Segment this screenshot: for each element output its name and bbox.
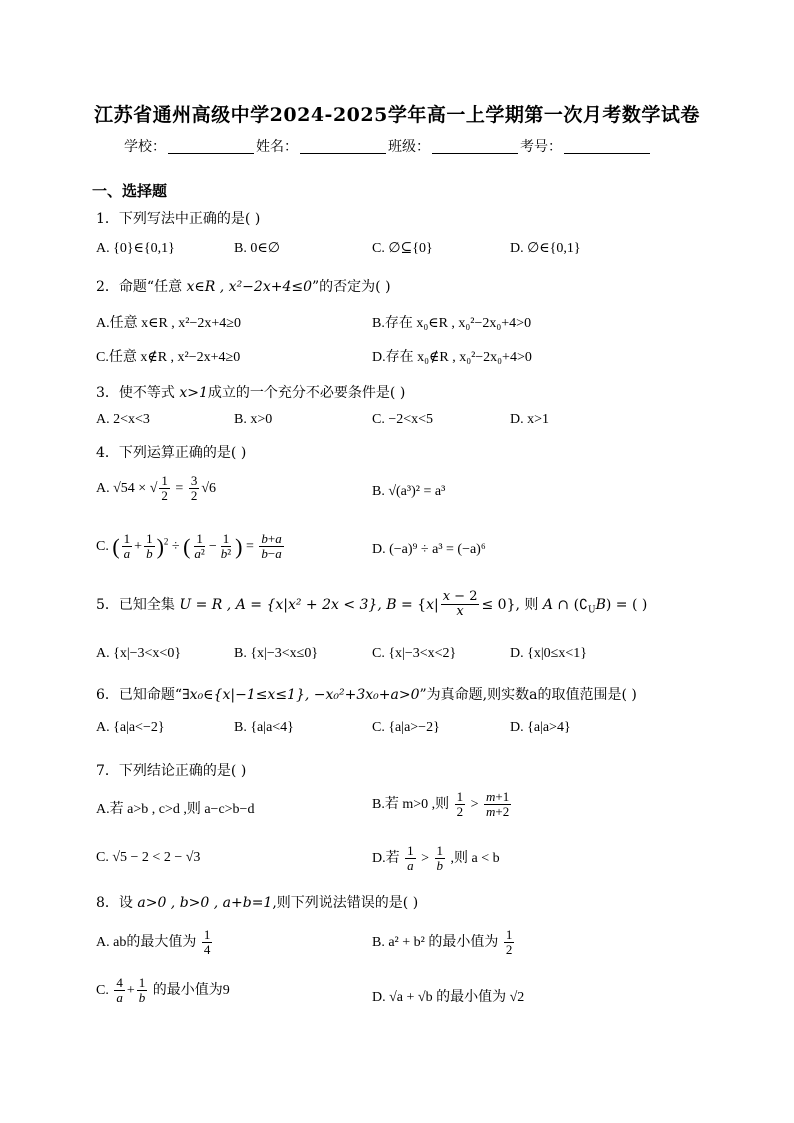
question-6-option-b[interactable]: B. {a|a<4}: [234, 720, 294, 735]
number-label: 考号：: [520, 139, 562, 155]
question-7-option-b[interactable]: B.若 m>0 ,则 $\frac{1}{2}$ > $\frac{m+1}{m+2}$: [372, 789, 510, 820]
question-5-option-d[interactable]: D. {x|0≤x<1}: [510, 646, 587, 661]
question-8-option-d[interactable]: [372, 986, 524, 1006]
question-5-sets: U = R , A = {x|x² + 2x < 3}, B =: [179, 596, 413, 613]
question-1-option-c[interactable]: C. ∅⊆{0}: [372, 241, 433, 256]
question-8-option-d-letter: D.: [372, 990, 386, 1005]
section-heading: 一、选择题: [92, 182, 168, 200]
question-7-option-c-expr: √5 − 2 < 2 − √3: [112, 850, 201, 865]
student-info-row: [124, 136, 652, 156]
question-8-option-a-letter: A.: [96, 935, 110, 951]
question-5-stem-end: ( ): [631, 596, 648, 613]
question-6-option-a[interactable]: A. {a|a<−2}: [96, 720, 165, 735]
question-4-option-a-eq: =: [175, 481, 184, 497]
fraction-3-over-2: $\frac{3}{2}$: [190, 473, 198, 504]
question-7-option-d-gt: >: [421, 851, 430, 867]
question-8-stem-math: a>0 , b>0 , a+b=1: [132, 895, 273, 911]
question-7-option-b-text: B.若 m>0 ,则: [372, 797, 450, 813]
question-7-option-d[interactable]: D.若 $\frac{1}{a}$ > $\frac{1}{b}$ ,则 a < b: [372, 843, 500, 874]
question-8-option-c[interactable]: C. $\frac{4}{a}$ + $\frac{1}{b}$ 的最小值为9: [96, 975, 230, 1006]
question-3-option-c[interactable]: C. −2<x<5: [372, 412, 434, 427]
question-8-option-a-text: ab的最大值为: [113, 935, 197, 951]
question-2-stem-pre: 2．命题“任意: [96, 279, 183, 295]
question-4-stem: 4．下列运算正确的是( ): [96, 445, 247, 461]
question-5-option-c[interactable]: C. {x|−3<x<2}: [372, 646, 457, 661]
question-1-option-d[interactable]: D. ∅∈{0,1}: [510, 241, 581, 256]
question-3-stem: [96, 382, 405, 402]
question-3-option-d[interactable]: D. x>1: [510, 412, 550, 427]
question-5-stem-post: 则: [524, 596, 539, 613]
question-4-option-d[interactable]: D. (−a)⁹ ÷ a³ = (−a)⁶: [372, 542, 486, 557]
question-8-option-b-text: a² + b² 的最小值为: [388, 935, 499, 951]
question-5-option-a[interactable]: A. {x|−3<x<0}: [96, 646, 182, 661]
question-2-option-d[interactable]: D.存在 x₀∉R , x₀²−2x₀+4>0: [372, 350, 532, 365]
question-2-stem-math: x∈R , x²−2x+4≤0: [182, 279, 312, 295]
question-3-stem-pre: 3．使不等式: [96, 385, 175, 401]
question-6-stem-math: ∃x₀∈{x|−1≤x≤1}, −x₀²+3x₀+a>0: [182, 687, 420, 703]
question-8-stem-post: ,则下列说法错误的是( ): [272, 895, 419, 911]
question-7-option-b-gt: >: [470, 797, 479, 813]
name-blank[interactable]: [300, 139, 386, 154]
name-label: 姓名：: [256, 139, 298, 155]
question-8-option-b[interactable]: B. a² + b² 的最小值为 $\frac{1}{2}$: [372, 927, 513, 958]
question-2-stem-post: ”的否定为( ): [312, 279, 391, 295]
question-4-option-c[interactable]: C. ( $\frac{1}{a}$ + $\frac{1}{b}$ )$^2$ ÷ ( $\frac{1}{\text{a²}}$ − $\frac{1}{\text{b²}}$ ) = $\frac{b+a}{b-a}$: [96, 531, 282, 562]
question-6-stem: [96, 684, 637, 704]
number-blank[interactable]: [564, 139, 650, 154]
question-1-stem: 1．下列写法中正确的是( ): [96, 211, 261, 227]
class-label: 班级：: [388, 139, 430, 155]
question-7-option-d-text: D.若: [372, 851, 400, 867]
question-1-option-b[interactable]: B. 0∈∅: [234, 241, 280, 256]
question-2-option-b[interactable]: B.存在 x₀∈R , x₀²−2x₀+4>0: [372, 316, 532, 331]
question-3-stem-post: 成立的一个充分不必要条件是( ): [207, 385, 406, 401]
question-4-option-b[interactable]: B. √(a³)² = a³: [372, 484, 446, 499]
fraction-1-over-2: $\frac{1}{2}$: [161, 473, 168, 504]
question-8-option-b-letter: B.: [372, 935, 385, 951]
question-8-stem: [96, 892, 418, 912]
question-5-stem: 5．已知全集 U = R , A = {x|x² + 2x < 3}, B = {x| $\frac{x - 2}{x}$ ≤ 0}, 则 A ∩ $(∁_UB)$ = ( ): [96, 589, 648, 620]
question-6-option-d[interactable]: D. {a|a>4}: [510, 720, 571, 735]
question-3-option-b[interactable]: B. x>0: [234, 412, 273, 427]
question-3-stem-math: x>1: [174, 385, 208, 401]
question-8-stem-pre: 8．设: [96, 895, 133, 911]
question-4-option-c-letter: C.: [96, 539, 109, 555]
question-6-stem-post: ”为真命题,则实数a的取值范围是( ): [419, 687, 637, 703]
question-7-option-c[interactable]: [96, 850, 200, 866]
school-blank[interactable]: [168, 139, 254, 154]
question-8-option-c-text: 的最小值为9: [152, 983, 230, 999]
question-2-stem: [96, 276, 391, 296]
question-5-option-b[interactable]: B. {x|−3<x≤0}: [234, 646, 319, 661]
question-6-option-c[interactable]: C. {a|a>−2}: [372, 720, 440, 735]
question-4-option-a-expr: √54 ×: [113, 481, 147, 497]
question-2-option-a[interactable]: A.任意 x∈R , x²−2x+4≥0: [96, 316, 241, 331]
question-5-stem-pre: 5．已知全集: [96, 596, 175, 613]
exam-title: 江苏省通州高级中学2024-2025学年高一上学期第一次月考数学试卷: [94, 104, 700, 126]
question-6-stem-pre: 6．已知命题“: [96, 687, 183, 703]
question-7-option-d-end: ,则 a < b: [450, 851, 500, 867]
question-2-option-c[interactable]: C.任意 x∉R , x²−2x+4≥0: [96, 350, 241, 365]
question-7-option-c-letter: C.: [96, 850, 109, 865]
question-7-option-a[interactable]: A.若 a>b , c>d ,则 a−c>b−d: [96, 802, 255, 817]
question-4-option-a-letter: A.: [96, 481, 110, 497]
question-8-option-d-text: √a + √b 的最小值为 √2: [389, 990, 525, 1005]
question-1-option-a[interactable]: A. {0}∈{0,1}: [96, 241, 175, 256]
question-8-option-a[interactable]: A. ab的最大值为 $\frac{1}{4}$: [96, 927, 211, 958]
question-3-option-a[interactable]: A. 2<x<3: [96, 412, 150, 427]
question-8-option-c-letter: C.: [96, 983, 109, 999]
question-4-option-a[interactable]: A. √54 × √ $\frac{1}{2}$ = $\frac{3}{2}$ √6: [96, 473, 216, 504]
question-7-stem: 7．下列结论正确的是( ): [96, 763, 247, 779]
school-label: 学校：: [124, 139, 166, 155]
class-blank[interactable]: [432, 139, 518, 154]
